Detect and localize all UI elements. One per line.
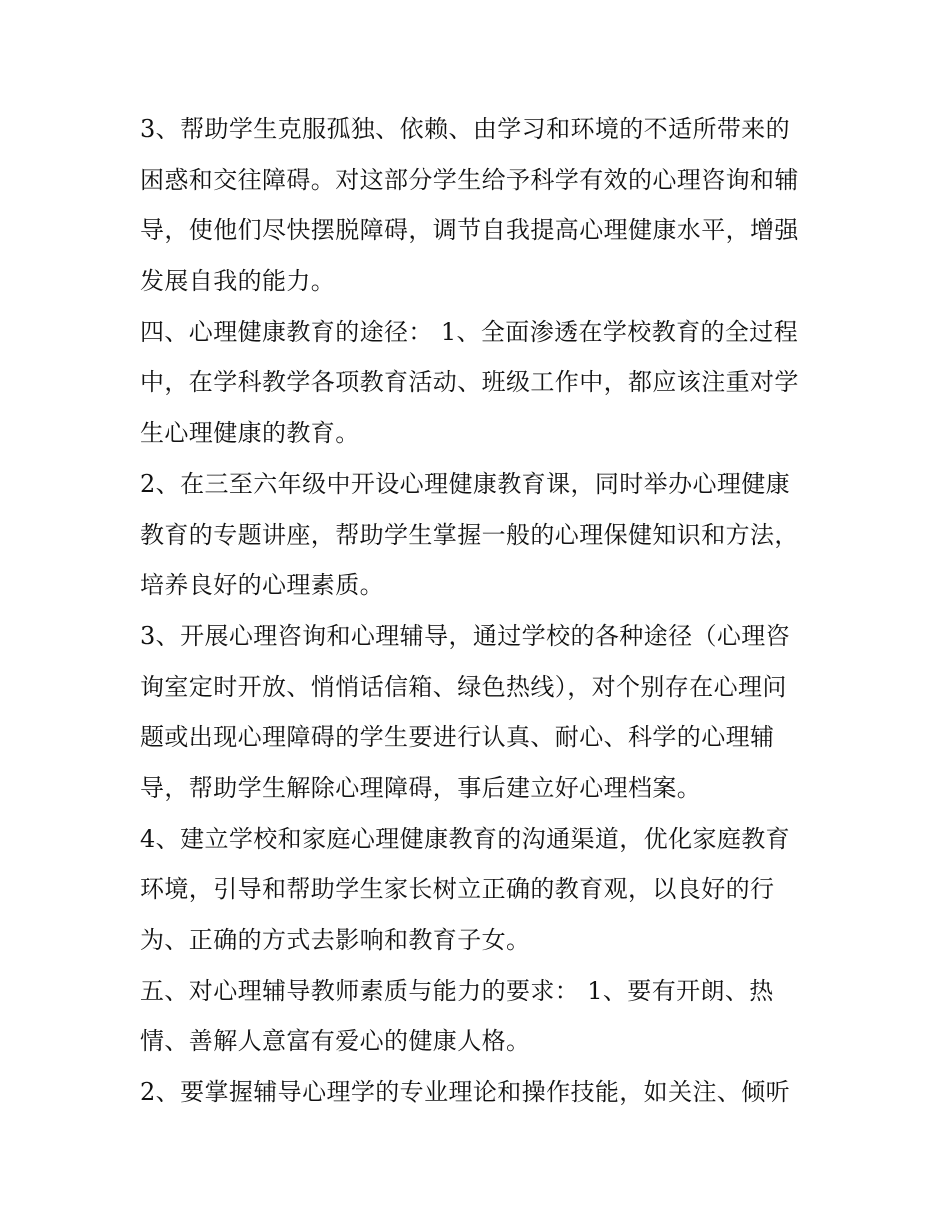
text-line: 2、要掌握辅导心理学的专业理论和操作技能，如关注、倾听 <box>140 1078 791 1107</box>
text-line: 导，帮助学生解除心理障碍，事后建立好心理档案。 <box>140 773 702 802</box>
text-line: 情、善解人意富有爱心的健康人格。 <box>140 1027 531 1056</box>
text-line: 为、正确的方式去影响和教育子女。 <box>140 926 531 954</box>
text-line: 询室定时开放、悄悄话信箱、绿色热线），对个别存在心理问 <box>140 672 787 701</box>
text-line: 发展自我的能力。 <box>140 267 336 296</box>
text-line: 生心理健康的教育。 <box>140 419 360 448</box>
text-line: 困惑和交往障碍。对这部分学生给予科学有效的心理咨询和辅 <box>140 165 799 194</box>
text-line: 2、在三至六年级中开设心理健康教育课，同时举办心理健康 <box>140 469 791 498</box>
text-line: 环境，引导和帮助学生家长树立正确的教育观，以良好的行 <box>140 875 775 904</box>
text-line: 题或出现心理障碍的学生要进行认真、耐心、科学的心理辅 <box>140 723 775 752</box>
text-line: 导，使他们尽快摆脱障碍，调节自我提高心理健康水平，增强 <box>140 216 799 245</box>
text-line: 中，在学科教学各项教育活动、班级工作中，都应该注重对学 <box>140 368 799 397</box>
document-body <box>140 104 820 1118</box>
text-line: 培养良好的心理素质。 <box>140 571 384 600</box>
text-line: 3、帮助学生克服孤独、依赖、由学习和环境的不适所带来的 <box>140 115 791 143</box>
section-heading-line: 五、对心理辅导教师素质与能力的要求： 1、要有开朗、热 <box>140 976 774 1005</box>
section-heading-line: 四、心理健康教育的途径： 1、全面渗透在学校教育的全过程 <box>140 317 799 346</box>
text-line: 3、开展心理咨询和心理辅导，通过学校的各种途径（心理咨 <box>140 621 791 650</box>
text-line: 4、建立学校和家庭心理健康教育的沟通渠道，优化家庭教育 <box>140 824 791 853</box>
text-line: 教育的专题讲座，帮助学生掌握一般的心理保健知识和方法， <box>140 520 799 549</box>
